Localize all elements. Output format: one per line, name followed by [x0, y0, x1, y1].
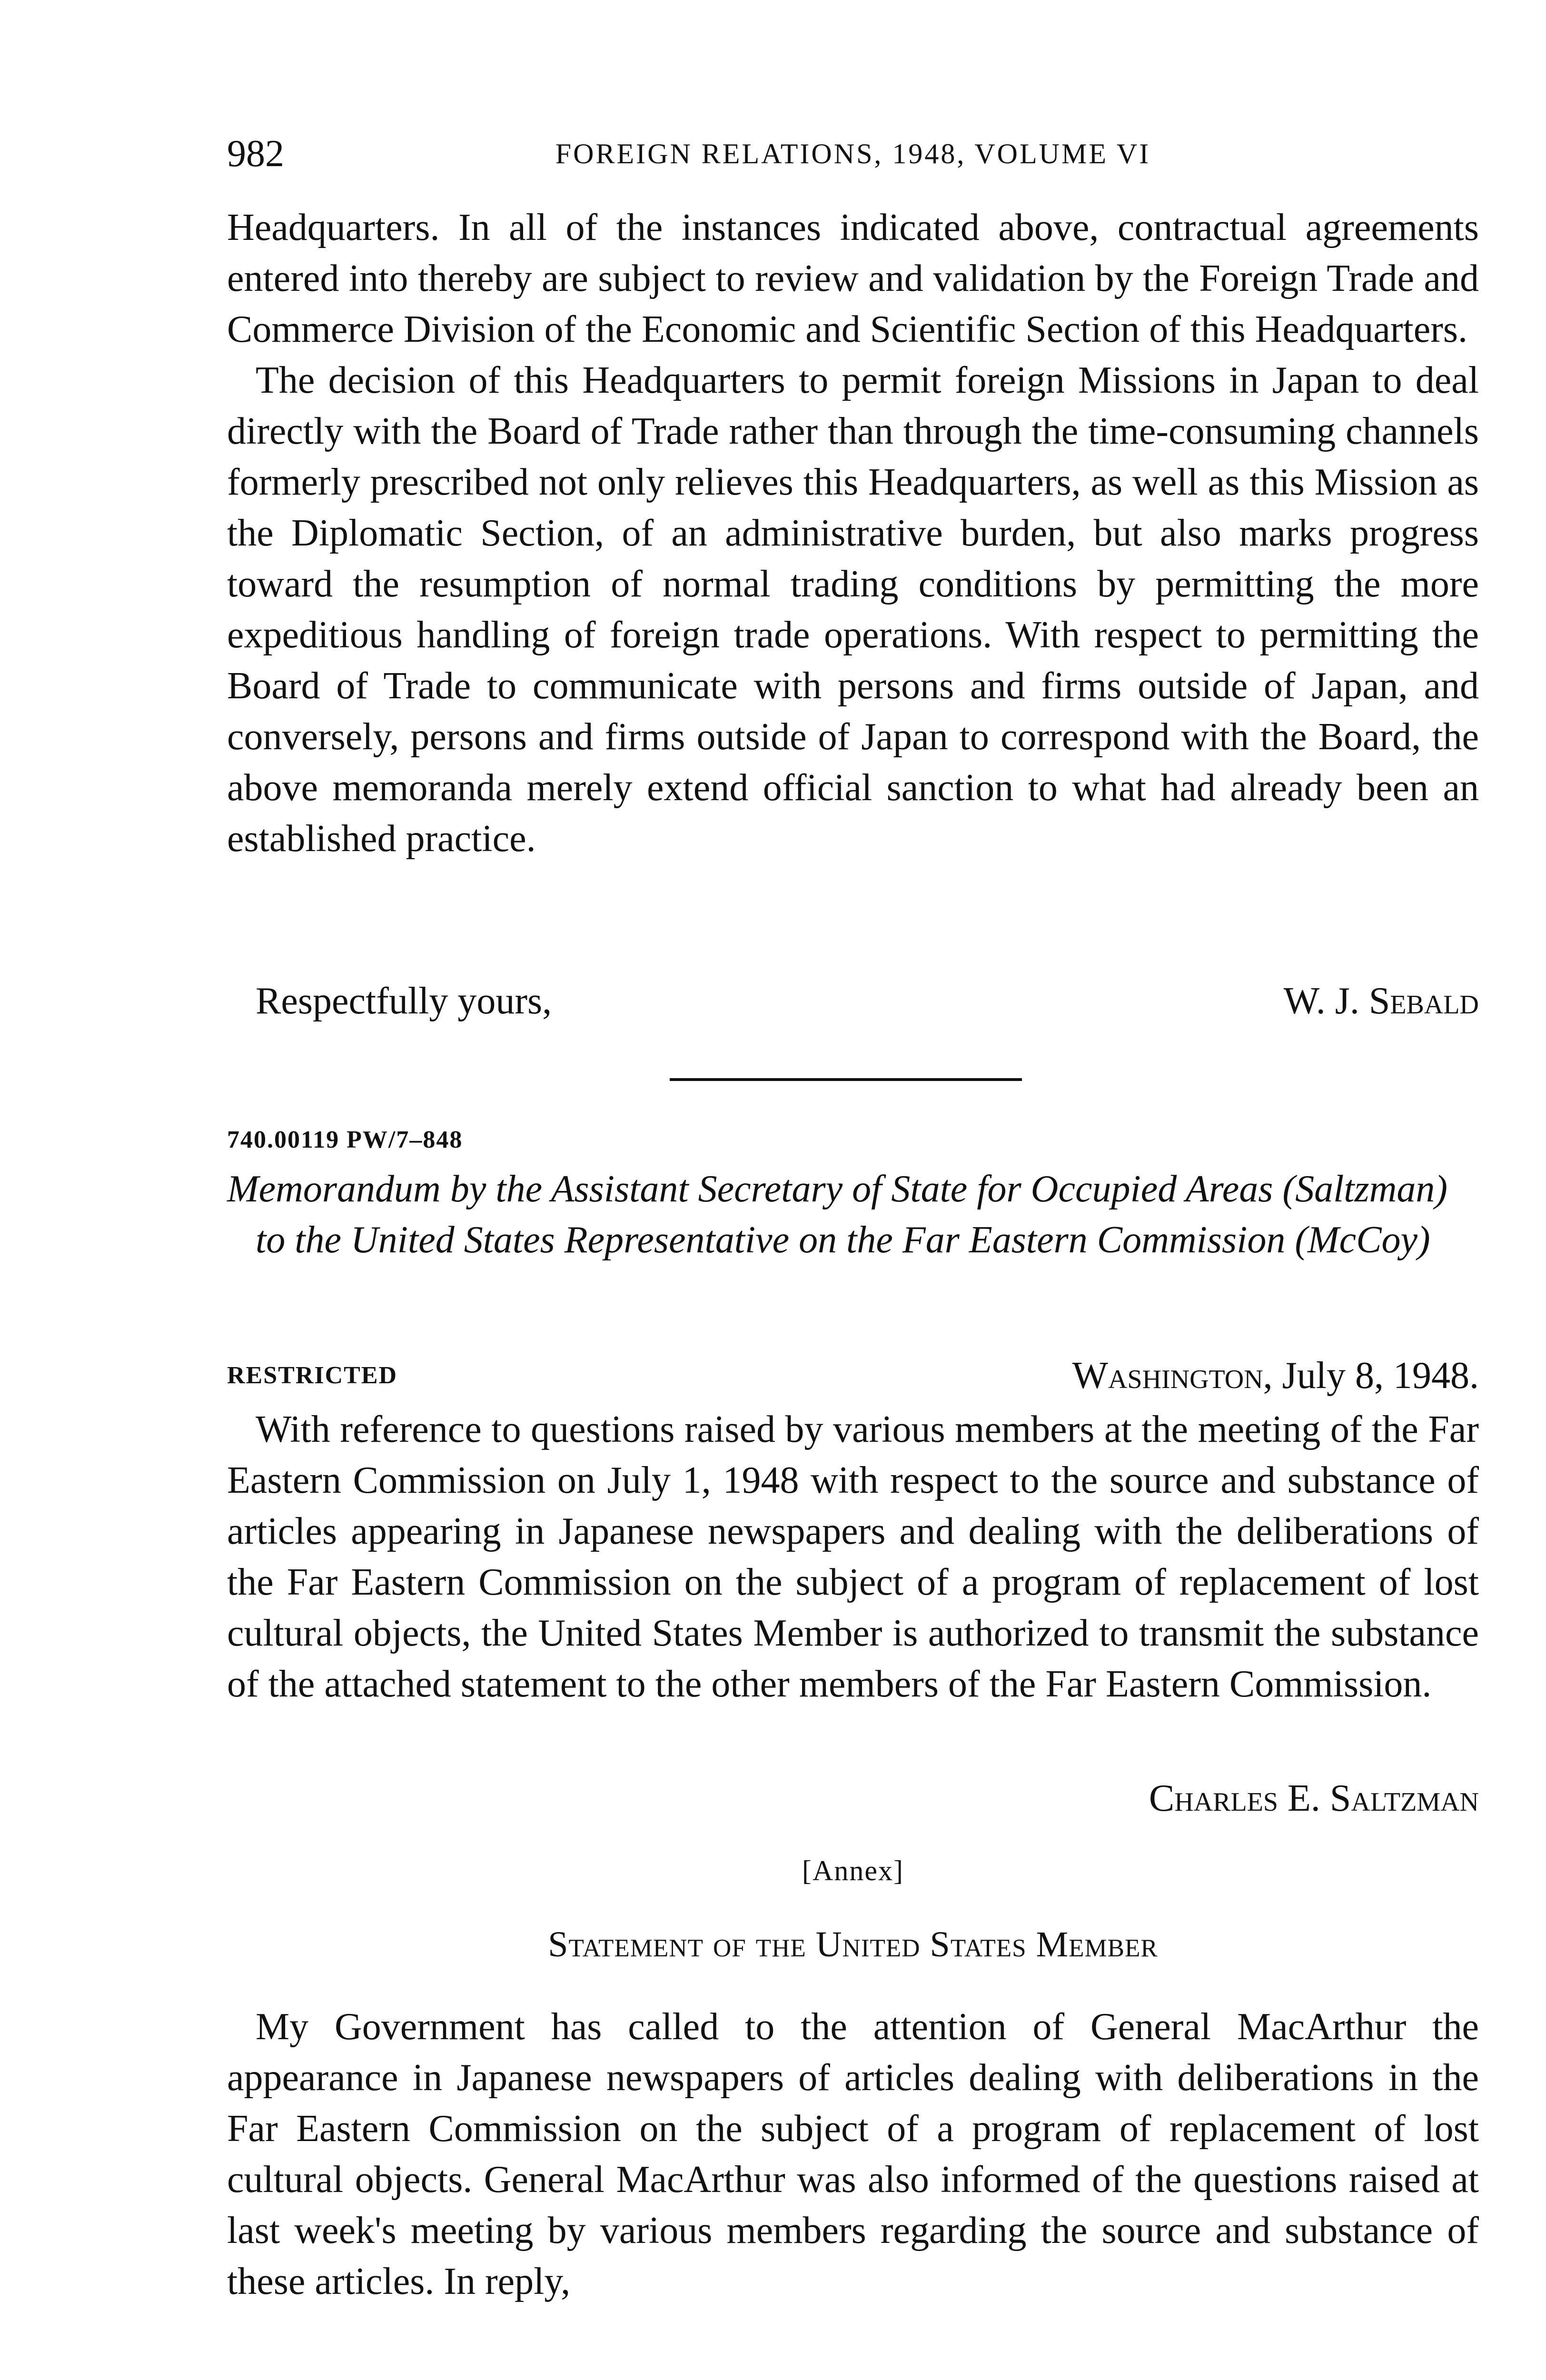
dateline [227, 1349, 1479, 1402]
memorandum-body [227, 1404, 1479, 1710]
signature: W. J. Sebald [1283, 980, 1479, 1022]
running-head: FOREIGN RELATIONS, 1948, VOLUME VI [555, 138, 1151, 169]
paragraph: With reference to questions raised by various members at the meeting of the Far Eastern Commission on July 1, 1948 with respect to the source and substance of articles appearing in Japanese newspapers and dealing with the deliberations of the Far Eastern Commission on the subject of a program of replacement of lost cultural objects, the United States Member is authorized to transmit the substance of the attached statement to the other members of the Far Eastern Commission. [227, 1408, 1479, 1705]
complimentary-close: Respectfully yours, [256, 980, 552, 1022]
document-title: Memorandum by the Assistant Secretary of State for Occupied Areas (Saltzman) to the United States Representative on the Far Eastern Commission (McCoy) [227, 1168, 1448, 1261]
page-number: 982 [227, 133, 284, 175]
date: July 8, 1948. [1282, 1355, 1479, 1397]
signature: Charles E. Saltzman [1149, 1777, 1479, 1819]
statement-title: Statement of the United States Member [548, 1924, 1158, 1964]
section-divider [670, 1078, 1022, 1081]
page-header [227, 128, 1479, 180]
sebald-letter-body [227, 202, 1479, 864]
paragraph: My Government has called to the attention of General MacArthur the appearance in Japanese newspapers of articles dealing with deliberations in the Far Eastern Commission on the subject of a program of replacement of lost cultural objects. General MacArthur was also informed of the questions raised at last week's meeting by various members regarding the source and substance of these articles. In reply, [227, 2006, 1479, 2302]
paragraph: Headquarters. In all of the instances indicated above, contractual agreements entered into thereby are subject to review and validation by the Foreign Trade and Commerce Division of the Economic and Scientific Section of this Headquarters. [227, 207, 1479, 350]
paragraph: The decision of this Headquarters to permit foreign Missions in Japan to deal directly with the Board of Trade rather than through the time-consuming channels formerly prescribed not only relieves this Headquarters, as well as this Mission as the Diplomatic Section, of an administrative burden, but also marks progress toward the resumption of normal trading conditions by permitting the more expeditious handling of foreign trade operations. With respect to permitting the Board of Trade to communicate with persons and firms outside of Japan, and conversely, persons and firms outside of Japan to correspond with the Board, the above memoranda merely extend official sanction to what had already been an established practice. [227, 359, 1479, 860]
place: Washington, [1072, 1355, 1273, 1397]
annex-label: [Annex] [802, 1855, 904, 1886]
classification: RESTRICTED [227, 1362, 398, 1389]
statement-body [227, 2002, 1479, 2307]
file-number: 740.00119 PW/7–848 [227, 1126, 463, 1153]
place-and-date [1072, 1349, 1479, 1402]
